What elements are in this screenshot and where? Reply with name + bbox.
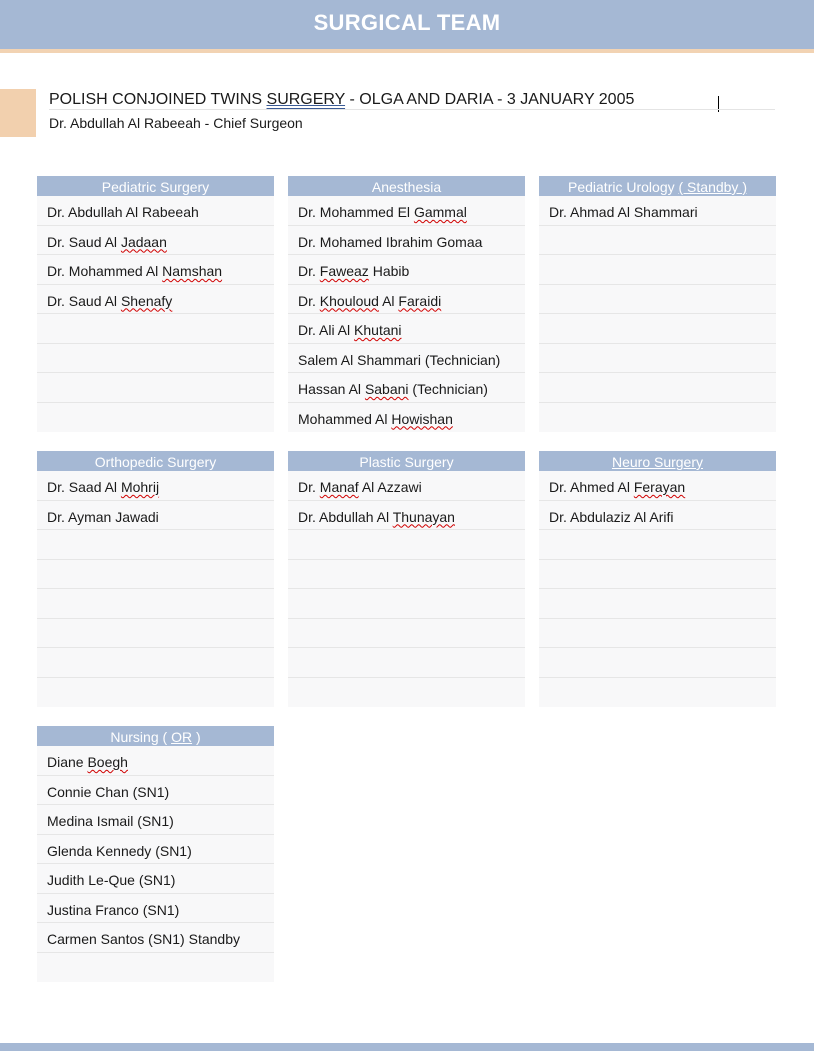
team-member[interactable]: Dr. Mohamed Ibrahim Gomaa (288, 226, 525, 256)
team-member[interactable]: Hassan Al Sabani (Technician) (288, 373, 525, 403)
team-member[interactable]: Carmen Santos (SN1) Standby (37, 923, 274, 953)
team-plastic-surgery (288, 451, 525, 707)
team-member[interactable]: Dr. Saud Al Shenafy (37, 285, 274, 315)
team-member-empty[interactable] (539, 344, 776, 374)
team-member-empty[interactable] (539, 678, 776, 708)
title-link-surgery[interactable]: SURGERY (266, 91, 346, 108)
team-member-empty[interactable] (37, 373, 274, 403)
team-member-empty[interactable] (37, 403, 274, 433)
team-member-empty[interactable] (539, 285, 776, 315)
team-orthopedic-surgery (37, 451, 274, 707)
heading-link-standby[interactable]: ( Standby ) (678, 179, 747, 195)
spell-flag: Mohrij (120, 479, 160, 495)
team-member-empty[interactable] (539, 373, 776, 403)
team-neuro-surgery (539, 451, 776, 707)
team-member-empty[interactable] (288, 678, 525, 708)
team-member-empty[interactable] (539, 589, 776, 619)
team-member-empty[interactable] (539, 560, 776, 590)
team-member-empty[interactable] (37, 314, 274, 344)
team-anesthesia (288, 176, 525, 432)
title-part-2: - OLGA AND DARIA - 3 JANUARY 2005 (345, 91, 635, 108)
spell-flag: Khouloud (319, 292, 379, 309)
spell-flag: Ferayan (633, 479, 686, 495)
title-divider (49, 109, 775, 110)
team-pediatric-urology (539, 176, 776, 432)
team-member-empty[interactable] (37, 589, 274, 619)
team-member-empty[interactable] (37, 560, 274, 590)
team-member-empty[interactable] (288, 560, 525, 590)
team-member-empty[interactable] (539, 530, 776, 560)
spell-flag: Thunayan (392, 508, 455, 525)
team-member[interactable]: Diane Boegh (37, 746, 274, 776)
team-member[interactable]: Dr. Ali Al Khutani (288, 314, 525, 344)
team-heading: Orthopedic Surgery (37, 451, 274, 471)
spell-flag: Faweaz (319, 263, 369, 279)
team-member-empty[interactable] (288, 648, 525, 678)
team-member[interactable]: Dr. Mohammed Al Namshan (37, 255, 274, 285)
team-member[interactable]: Connie Chan (SN1) (37, 776, 274, 806)
spell-flag: Namshan (162, 263, 223, 279)
team-member[interactable]: Glenda Kennedy (SN1) (37, 835, 274, 865)
team-member[interactable]: Dr. Ahmad Al Shammari (539, 196, 776, 226)
team-member-empty[interactable] (288, 530, 525, 560)
heading-link-or[interactable]: OR (171, 729, 193, 745)
team-member[interactable]: Dr. Abdullah Al Thunayan (288, 501, 525, 531)
heading-text-end: ) (192, 729, 201, 745)
team-heading (37, 726, 274, 746)
team-nursing (37, 726, 274, 982)
team-heading: Anesthesia (288, 176, 525, 196)
team-member[interactable]: Dr. Ayman Jawadi (37, 501, 274, 531)
team-member[interactable]: Dr. Abdulaziz Al Arifi (539, 501, 776, 531)
heading-link-neuro[interactable]: Neuro Surgery (611, 454, 704, 470)
team-member-empty[interactable] (288, 619, 525, 649)
team-member[interactable]: Judith Le-Que (SN1) (37, 864, 274, 894)
team-member-empty[interactable] (37, 619, 274, 649)
team-heading (539, 176, 776, 196)
team-member[interactable]: Dr. Khouloud Al Faraidi (288, 285, 525, 315)
spell-flag: Sabani (364, 381, 409, 397)
footer-band (0, 1043, 814, 1051)
spell-flag: Jadaan (120, 233, 167, 250)
team-member[interactable]: Dr. Faweaz Habib (288, 255, 525, 285)
spell-flag: Manaf (319, 479, 359, 495)
page-title: SURGICAL TEAM (313, 10, 501, 35)
team-member[interactable]: Dr. Abdullah Al Rabeeah (37, 196, 274, 226)
team-member[interactable]: Salem Al Shammari (Technician) (288, 344, 525, 374)
team-member-empty[interactable] (539, 314, 776, 344)
team-heading: Pediatric Surgery (37, 176, 274, 196)
side-accent-tab (0, 89, 36, 137)
team-member[interactable]: Medina Ismail (SN1) (37, 805, 274, 835)
team-member[interactable]: Dr. Manaf Al Azzawi (288, 471, 525, 501)
team-pediatric-surgery (37, 176, 274, 432)
spell-flag: Boegh (87, 754, 128, 770)
team-member[interactable]: Dr. Saad Al Mohrij (37, 471, 274, 501)
spell-flag: Shenafy (120, 292, 173, 309)
team-member-empty[interactable] (539, 648, 776, 678)
heading-text: Pediatric Urology (568, 179, 679, 195)
document-subtitle: Dr. Abdullah Al Rabeeah - Chief Surgeon (49, 115, 303, 131)
team-member[interactable]: Dr. Ahmed Al Ferayan (539, 471, 776, 501)
team-member[interactable]: Mohammed Al Howishan (298, 410, 453, 427)
team-heading (539, 451, 776, 471)
team-member-empty[interactable] (539, 403, 776, 433)
team-member-empty[interactable] (539, 619, 776, 649)
team-member-empty[interactable] (37, 678, 274, 708)
team-heading: Plastic Surgery (288, 451, 525, 471)
spell-flag: Khutani (354, 322, 402, 338)
team-member-empty[interactable] (37, 344, 274, 374)
header-accent-line (0, 49, 814, 53)
team-member-empty[interactable] (37, 953, 274, 983)
team-member[interactable]: Justina Franco (SN1) (37, 894, 274, 924)
team-member[interactable]: Dr. Mohammed El Gammal (288, 196, 525, 226)
spell-flag: Gammal (413, 204, 467, 220)
heading-text: Nursing ( (110, 729, 172, 745)
title-part-1: POLISH CONJOINED TWINS (49, 91, 267, 108)
team-member-empty[interactable] (37, 530, 274, 560)
spell-flag: Howishan (391, 410, 453, 427)
team-member-empty[interactable] (539, 226, 776, 256)
team-member-empty[interactable] (288, 589, 525, 619)
team-member-empty[interactable] (37, 648, 274, 678)
team-member[interactable]: Dr. Saud Al Jadaan (37, 226, 274, 256)
spell-flag: Faraidi (398, 292, 442, 309)
team-member-empty[interactable] (539, 255, 776, 285)
document-title[interactable] (49, 91, 634, 109)
